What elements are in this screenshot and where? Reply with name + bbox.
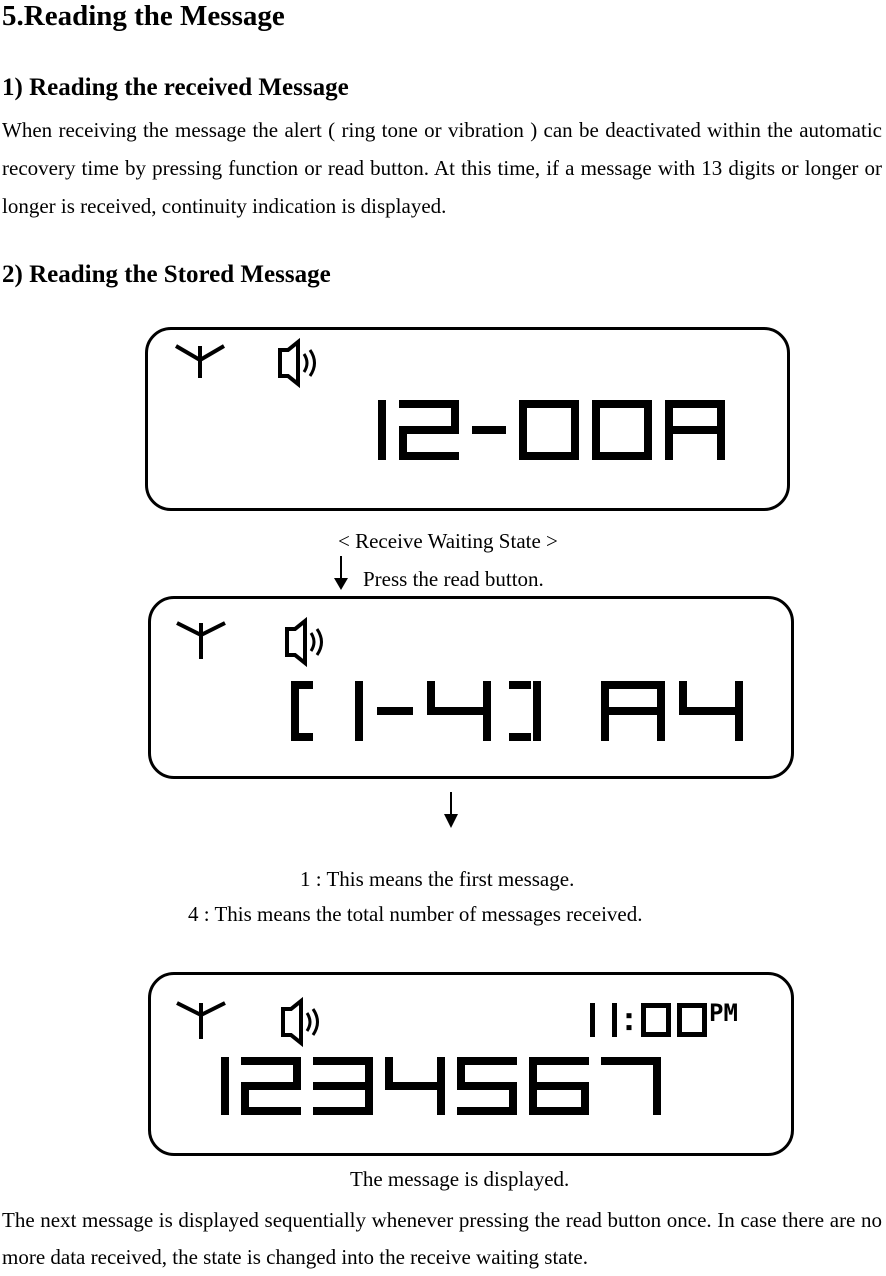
lcd-display-1-digits [378, 400, 725, 460]
lcd-char [399, 400, 459, 460]
lcd-display-3-graphics [151, 975, 791, 1153]
note-total-messages: 4 : This means the total number of messages received. [188, 902, 643, 926]
lcd-char [378, 400, 386, 460]
lcd-char [519, 400, 579, 460]
antenna-icon [177, 1003, 225, 1039]
lcd-char [377, 707, 413, 715]
speaker-icon [280, 342, 315, 384]
lcd-char [427, 681, 491, 741]
speaker-icon [283, 1001, 318, 1043]
speaker-icon [287, 621, 322, 663]
lcd-char [601, 1057, 661, 1115]
lcd-display-message-index [148, 596, 794, 779]
lcd-display-2-graphics [151, 599, 791, 776]
display-1-caption: < Receive Waiting State > [338, 529, 558, 553]
lcd-display-1-graphics [148, 330, 787, 508]
arrow-down-icon [440, 792, 462, 830]
lcd-char [241, 1057, 301, 1115]
lcd-display-3-ampm [709, 999, 738, 1027]
lcd-char [641, 1003, 671, 1037]
lcd-char [612, 1003, 617, 1037]
lcd-char [601, 681, 665, 741]
note-first-message: 1 : This means the first message. [300, 867, 575, 891]
subsection-2-title: 2) Reading the Stored Message [2, 261, 331, 288]
ampm-label: PM [709, 999, 738, 1027]
lcd-char [677, 1003, 707, 1037]
lcd-char [509, 681, 541, 741]
lcd-char [627, 1013, 632, 1030]
lcd-char [313, 1057, 373, 1115]
lcd-display-3-digits [221, 1057, 661, 1115]
display-3-caption: The message is displayed. [350, 1167, 570, 1191]
lcd-char [472, 426, 506, 434]
lcd-char [355, 681, 363, 741]
lcd-display-message-shown [148, 972, 794, 1156]
lcd-char [590, 1003, 595, 1037]
lcd-display-2-digits [291, 681, 743, 741]
arrow-down-icon [330, 556, 352, 592]
lcd-char [221, 1057, 229, 1115]
lcd-char [679, 681, 743, 741]
lcd-char [592, 400, 652, 460]
lcd-char [529, 1057, 589, 1115]
section-title: 5.Reading the Message [2, 0, 285, 32]
lcd-display-3-time [590, 1003, 707, 1037]
closing-paragraph: The next message is displayed sequentially whenever pressing the read button once. In case there are no more data received, the state is changed into the receive waiting state. [2, 1208, 882, 1269]
step-1-instruction: Press the read button. [363, 567, 544, 591]
subsection-1-body: When receiving the message the alert ( ring tone or vibration ) can be deactivated within the automatic recovery time by pressing function or read button. At this time, if a message with 13 digits or longer or longer is received, continuity indication is displayed. [2, 118, 882, 218]
subsection-1-title: 1) Reading the received Message [2, 74, 349, 101]
antenna-icon [177, 623, 225, 659]
lcd-char [457, 1057, 517, 1115]
lcd-char [385, 1057, 445, 1115]
lcd-char [665, 400, 725, 460]
lcd-char [291, 681, 313, 741]
lcd-display-receive-waiting [145, 327, 790, 511]
antenna-icon [176, 346, 224, 378]
